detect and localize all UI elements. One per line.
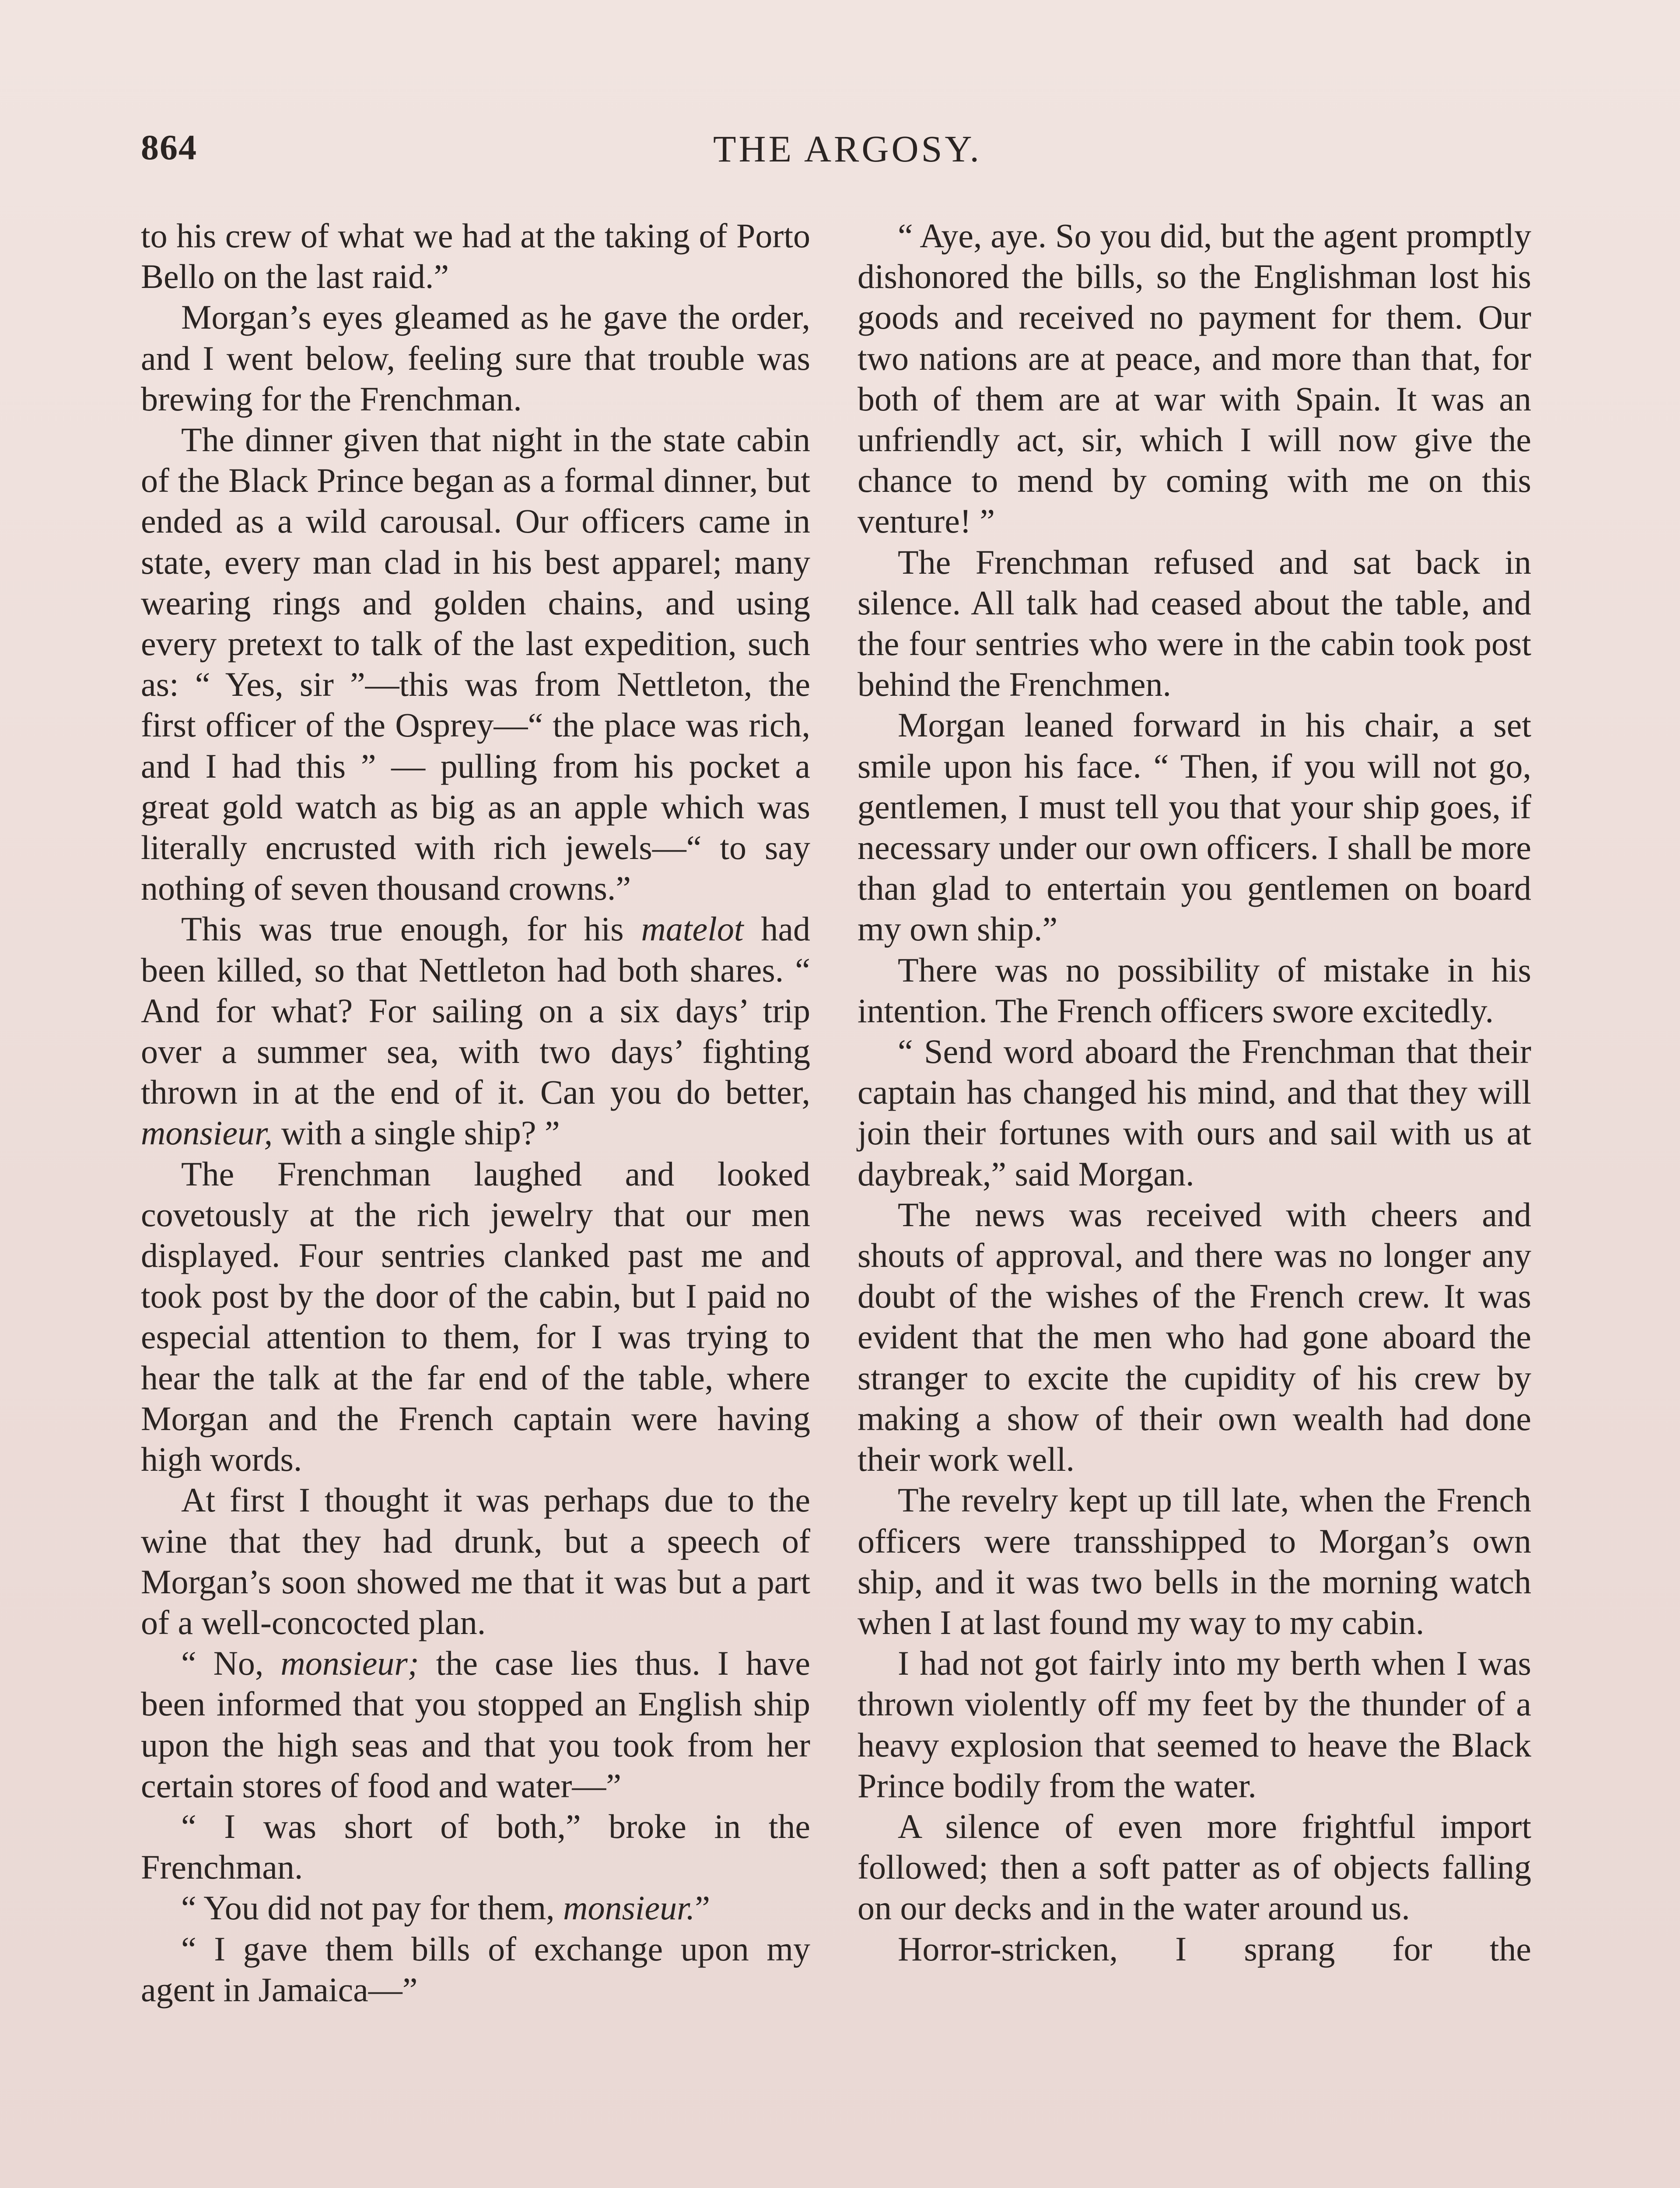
paragraph: Horror-stricken, I sprang for the [898, 1929, 1531, 1968]
text-run: “ No, [181, 1644, 281, 1683]
paragraph: Morgan’s eyes gleamed as he gave the order, and I went below, feeling sure that trouble was brewing for the Frenchman. [141, 298, 810, 418]
paragraph: There was no possibility of mistake in his intention. The French officers swore excitedly. [858, 950, 1531, 1030]
paragraph: Morgan leaned forward in his chair, a set smile upon his face. “ Then, if you will not go, gentlemen, I must tell you that your ship goes, if necessary under our own officers. I shall be more than glad to entertain you gentlemen on board my own ship.” [858, 706, 1531, 948]
paragraph: to his crew of what we had at the taking of Porto Bello on the last raid.” [141, 217, 810, 296]
paragraph: “ I gave them bills of exchange upon my agent in Jamaica—” [141, 1929, 810, 2009]
text-run: ” [695, 1889, 710, 1927]
right-column [858, 215, 1531, 1969]
text-run: with a single ship? ” [273, 1114, 560, 1152]
text-run: This was true enough, for his [181, 910, 641, 948]
page-header [141, 127, 1554, 184]
paragraph: The Frenchman laughed and looked covetously at the rich jewelry that our men displayed. Four sentries clanked past me and took post by the door of the cabin, but I paid no especial attention to them, for I was trying to hear the talk at the far end of the table, where Morgan and the French captain were having high words. [141, 1154, 810, 1479]
paragraph: The news was received with cheers and shouts of approval, and there was no longer any doubt of the wishes of the French crew. It was evident that the men who had gone aboard the stranger to excite the cupidity of his crew by making a show of their own wealth had done their work well. [858, 1195, 1531, 1479]
text-run: the case lies thus. I have been informed that you stopped an English ship upon the high seas and that you took from her certain stores of food and water—” [141, 1644, 811, 1805]
paragraph: “ I was short of both,” broke in the Frenchman. [141, 1807, 810, 1886]
paragraph: The revelry kept up till late, when the French officers were transshipped to Morgan’s own ship, and it was two bells in the morning watch when I at last found my way to my cabin. [858, 1481, 1531, 1641]
italic-text: monsieur. [563, 1889, 695, 1927]
italic-text: monsieur; [280, 1644, 419, 1683]
paragraph: The Frenchman refused and sat back in silence. All talk had ceased about the table, and the four sentries who were in the cabin took post behind the Frenchmen. [858, 543, 1531, 704]
page-number: 864 [141, 127, 197, 167]
paragraph: A silence of even more frightful import followed; then a soft patter as of objects falling on our decks and in the water around us. [858, 1807, 1531, 1927]
running-title: THE ARGOSY. [713, 128, 982, 170]
text-run: “ You did not pay for them, [181, 1889, 564, 1927]
paragraph: I had not got fairly into my berth when I was thrown violently off my feet by the thunder of a heavy explosion that seemed to heave the Black Prince bodily from the water. [858, 1644, 1531, 1805]
left-column [141, 215, 810, 2010]
text-run: had been killed, so that Nettleton had both shares. “ And for what? For sailing on a six days’ trip over a summer sea, with two days’ fighting thrown in at the end of it. Can you do better, [141, 910, 810, 1112]
italic-text: matelot [641, 910, 744, 948]
paragraph: The dinner given that night in the state cabin of the Black Prince began as a formal dinner, but ended as a wild carousal. Our officers came in state, every man clad in his best apparel; many wearing rings and golden chains, and using every pretext to talk of the last expedition, such as: “ Yes, sir ”—this was from Nettleton, the first officer of the Osprey—“ the place was rich, and I had this ” — pulling from his pocket a great gold watch as big as an apple which was literally encrusted with rich jewels—“ to say nothing of seven thousand crowns.” [141, 421, 810, 908]
paragraph [141, 1643, 810, 1806]
italic-text: monsieur, [141, 1114, 273, 1152]
paragraph: “ Send word aboard the Frenchman that their captain has changed his mind, and that they will join their fortunes with ours and sail with us at daybreak,” said Morgan. [858, 1032, 1531, 1193]
paragraph: At first I thought it was perhaps due to the wine that they had drunk, but a speech of Morgan’s soon showed me that it was but a part of a well-concocted plan. [141, 1481, 810, 1641]
paragraph [141, 1887, 810, 1928]
paragraph [141, 908, 810, 1153]
paragraph: “ Aye, aye. So you did, but the agent promptly dishonored the bills, so the Englishman lost his goods and received no payment for them. Our two nations are at peace, and more than that, for both of them are at war with Spain. It was an unfriendly act, sir, which I will now give the chance to mend by coming with me on this venture! ” [858, 217, 1531, 540]
